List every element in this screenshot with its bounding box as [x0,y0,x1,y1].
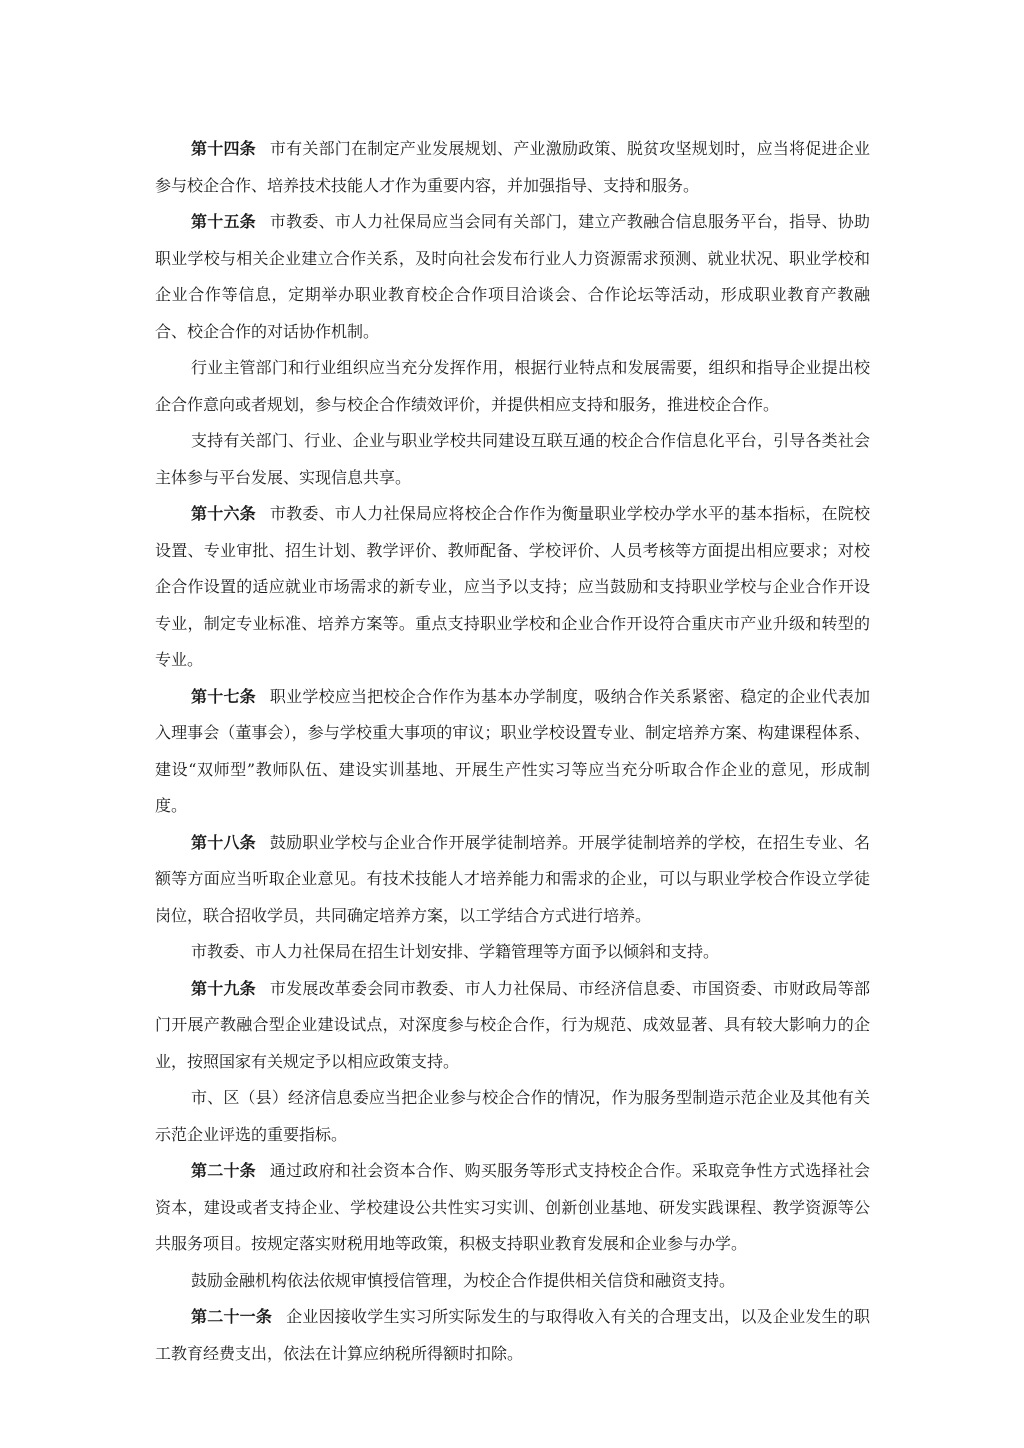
article-heading: 第二十一条 [191,1307,273,1326]
paragraph-text: 职业学校应当把校企合作作为基本办学制度，吸纳合作关系紧密、稳定的企业代表加入理事会（董事会），参与学校重大事项的审议；职业学校设置专业、制定培养方案、构建课程体系、建设“双师型”教师队伍、建设实训基地、开展生产性实习等应当充分听取合作企业的意见，形成制度。 [155,686,870,815]
paragraph [155,1263,870,1300]
paragraph-article-20 [155,1153,870,1263]
article-heading: 第十五条 [191,212,256,231]
paragraph-text: 市、区（县）经济信息委应当把企业参与校企合作的情况，作为服务型制造示范企业及其他有关示范企业评选的重要指标。 [155,1088,870,1144]
paragraph-text: 鼓励职业学校与企业合作开展学徒制培养。开展学徒制培养的学校，在招生专业、名额等方面应当听取企业意见。有技术技能人才培养能力和需求的企业，可以与职业学校合作设立学徒岗位，联合招收学员，共同确定培养方案，以工学结合方式进行培养。 [155,832,870,925]
paragraph-article-18 [155,825,870,935]
article-heading: 第二十条 [191,1161,256,1180]
paragraph-text: 支持有关部门、行业、企业与职业学校共同建设互联互通的校企合作信息化平台，引导各类社会主体参与平台发展、实现信息共享。 [155,431,870,487]
paragraph-text: 市教委、市人力社保局应将校企合作作为衡量职业学校办学水平的基本指标，在院校设置、专业审批、招生计划、教学评价、教师配备、学校评价、人员考核等方面提出相应要求；对校企合作设置的适应就业市场需求的新专业，应当予以支持；应当鼓励和支持职业学校与企业合作开设专业，制定专业标准、培养方案等。重点支持职业学校和企业合作开设符合重庆市产业升级和转型的专业。 [155,504,870,669]
paragraph-text: 市教委、市人力社保局在招生计划安排、学籍管理等方面予以倾斜和支持。 [191,942,720,961]
paragraph [155,1080,870,1153]
paragraph-article-21 [155,1299,870,1372]
paragraph-text: 市有关部门在制定产业发展规划、产业激励政策、脱贫攻坚规划时，应当将促进企业参与校企合作、培养技术技能人才作为重要内容，并加强指导、支持和服务。 [155,139,870,195]
paragraph-text: 市教委、市人力社保局应当会同有关部门，建立产教融合信息服务平台，指导、协助职业学校与相关企业建立合作关系，及时向社会发布行业人力资源需求预测、就业状况、职业学校和企业合作等信息，定期举办职业教育校企合作项目洽谈会、合作论坛等活动，形成职业教育产教融合、校企合作的对话协作机制。 [155,212,870,341]
paragraph-article-14 [155,131,870,204]
paragraph-article-17 [155,679,870,825]
document-body [155,131,870,1372]
paragraph-text: 企业因接收学生实习所实际发生的与取得收入有关的合理支出，以及企业发生的职工教育经费支出，依法在计算应纳税所得额时扣除。 [155,1307,870,1363]
paragraph [155,423,870,496]
article-heading: 第十七条 [191,686,256,706]
paragraph [155,934,870,971]
paragraph-article-19 [155,971,870,1081]
paragraph-text: 通过政府和社会资本合作、购买服务等形式支持校企合作。采取竞争性方式选择社会资本，建设或者支持企业、学校建设公共性实习实训、创新创业基地、研发实践课程、教学资源等公共服务项目。按规定落实财税用地等政策，积极支持职业教育发展和企业参与办学。 [155,1161,870,1253]
paragraph [155,350,870,423]
paragraph-text: 市发展改革委会同市教委、市人力社保局、市经济信息委、市国资委、市财政局等部门开展产教融合型企业建设试点，对深度参与校企合作，行为规范、成效显著、具有较大影响力的企业，按照国家有关规定予以相应政策支持。 [155,978,870,1071]
paragraph-article-15 [155,204,870,350]
paragraph-text: 鼓励金融机构依法依规审慎授信管理，为校企合作提供相关信贷和融资支持。 [191,1270,736,1290]
paragraph-text: 行业主管部门和行业组织应当充分发挥作用，根据行业特点和发展需要，组织和指导企业提出校企合作意向或者规划，参与校企合作绩效评价，并提供相应支持和服务，推进校企合作。 [155,358,870,414]
paragraph-article-16 [155,496,870,679]
article-heading: 第十九条 [191,978,256,998]
article-heading: 第十八条 [191,832,256,852]
article-heading: 第十六条 [191,504,256,523]
article-heading: 第十四条 [191,139,256,158]
